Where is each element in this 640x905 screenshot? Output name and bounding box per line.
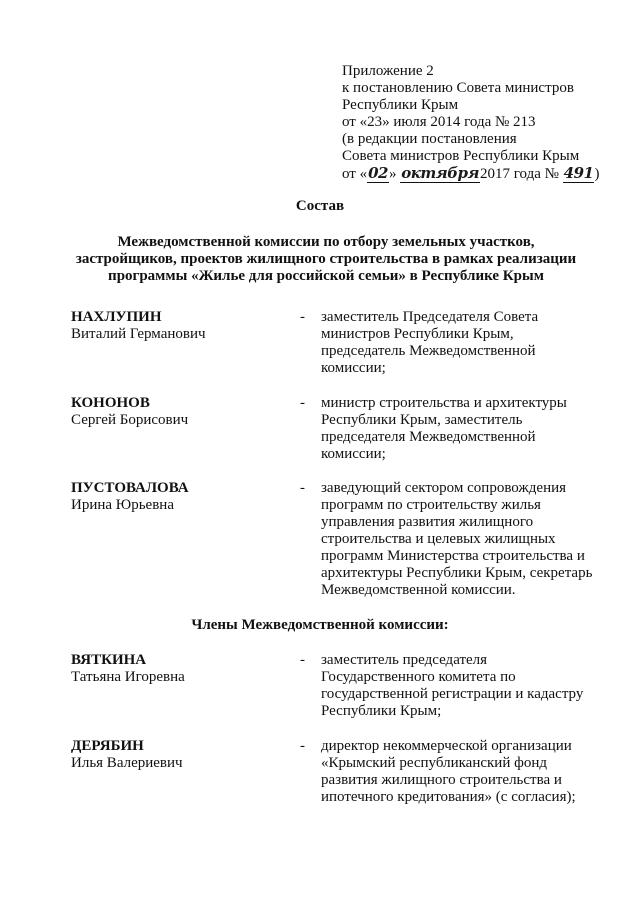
dash-separator: - <box>300 309 305 325</box>
dash-separator: - <box>300 395 305 411</box>
member-role: заместитель Председателя Совета министров Республики Крым, председатель Межведомственной комиссии; <box>321 309 539 376</box>
dash-separator: - <box>300 480 305 496</box>
appendix-line: от «23» июля 2014 года № 213 <box>342 114 536 130</box>
dash-separator: - <box>300 738 305 754</box>
member-role: директор некоммерческой организации «Крымский республиканский фонд развития жилищного строительства и ипотечного кредитования» (с согласия); <box>321 738 576 805</box>
member-role: заместитель председателя Государственного комитета по государственной регистрации и кадастру Республики Крым; <box>321 652 584 719</box>
date-prefix: от « <box>342 166 368 182</box>
member-name <box>71 395 291 429</box>
document-title: Состав <box>295 198 345 214</box>
appendix-block <box>342 63 632 182</box>
member-surname: ДЕРЯБИН <box>71 738 144 754</box>
appendix-line: (в редакции постановления <box>342 131 517 147</box>
subtitle-line: застройщиков, проектов жилищного строительства в рамках реализации <box>75 251 577 267</box>
handwritten-day: 02 <box>368 164 388 182</box>
member-name <box>71 738 291 772</box>
member-surname: ВЯТКИНА <box>71 652 147 668</box>
date-mid: » <box>388 166 397 182</box>
member-name <box>71 309 291 343</box>
revision-date-line: от «02» октября2017 года № 491) <box>342 164 600 182</box>
subtitle-line: программы «Жилье для российской семьи» в Республике Крым <box>108 268 544 284</box>
appendix-line: Совета министров Республики Крым <box>342 148 580 164</box>
dash-separator: - <box>300 652 305 668</box>
member-role: заведующий сектором сопровождения программ по строительству жилья управления развития жилищного строительства и целевых жилищных программ Министерства строительства и архитектуры Республики Крым, секретарь Межведомственной комиссии. <box>321 480 593 598</box>
appendix-line: Приложение 2 <box>342 63 434 79</box>
handwritten-number: 491 <box>563 164 594 182</box>
member-role: министр строительства и архитектуры Республики Крым, заместитель председателя Межведомственной комиссии; <box>321 395 567 462</box>
member-name <box>71 652 291 686</box>
subtitle-line: Межведомственной комиссии по отбору земельных участков, <box>117 234 535 250</box>
member-given-name: Сергей Борисович <box>71 412 189 428</box>
member-name <box>71 480 291 514</box>
handwritten-month: октября <box>401 164 479 182</box>
member-surname: КОНОНОВ <box>71 395 150 411</box>
member-surname: НАХЛУПИН <box>71 309 162 325</box>
appendix-line: к постановлению Совета министров <box>342 80 574 96</box>
member-given-name: Татьяна Игоревна <box>71 669 185 685</box>
member-surname: ПУСТОВАЛОВА <box>71 480 189 496</box>
document-subtitle <box>60 234 592 285</box>
member-given-name: Илья Валериевич <box>71 755 183 771</box>
date-year: 2017 года № <box>479 166 559 182</box>
members-heading: Члены Межведомственной комиссии: <box>191 617 449 633</box>
appendix-line: Республики Крым <box>342 97 459 113</box>
member-given-name: Ирина Юрьевна <box>71 497 174 513</box>
member-given-name: Виталий Германович <box>71 326 206 342</box>
